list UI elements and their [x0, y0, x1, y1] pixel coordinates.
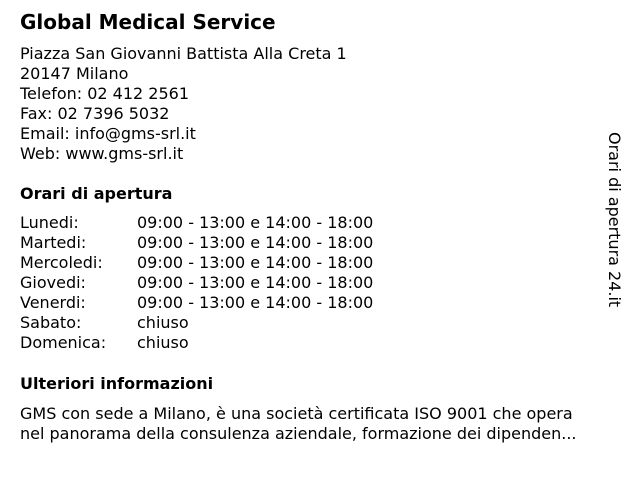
day-label: Mercoledi: [20, 253, 103, 272]
day-hours: chiuso [137, 313, 189, 332]
day-hours: 09:00 - 13:00 e 14:00 - 18:00 [137, 253, 374, 272]
day-label: Lunedi: [20, 213, 79, 232]
hours-row [20, 213, 373, 233]
day-label: Giovedi: [20, 273, 86, 292]
hours-row [20, 293, 373, 313]
day-label: Venerdi: [20, 293, 86, 312]
hours-row [20, 273, 373, 293]
business-name: Global Medical Service [20, 10, 276, 34]
fax-number: Fax: 02 7396 5032 [20, 104, 170, 123]
hours-row [20, 233, 373, 253]
website-address: Web: www.gms-srl.it [20, 144, 184, 163]
day-label: Domenica: [20, 333, 107, 352]
address-street: Piazza San Giovanni Battista Alla Creta 1 [20, 44, 347, 63]
day-label: Sabato: [20, 313, 82, 332]
description-line: nel panorama della consulenza aziendale, formazione dei dipenden... [20, 424, 577, 443]
description-line: GMS con sede a Milano, è una società certificata ISO 9001 che opera [20, 404, 573, 423]
description-text [20, 404, 628, 444]
additional-info-heading: Ulteriori informazioni [20, 374, 214, 393]
contact-block [20, 44, 347, 164]
opening-hours-heading: Orari di apertura [20, 184, 173, 203]
day-hours: 09:00 - 13:00 e 14:00 - 18:00 [137, 213, 374, 232]
day-hours: 09:00 - 13:00 e 14:00 - 18:00 [137, 293, 374, 312]
site-brand-vertical: Orari di apertura 24.it [605, 132, 624, 308]
day-hours: 09:00 - 13:00 e 14:00 - 18:00 [137, 233, 374, 252]
day-label: Martedi: [20, 233, 87, 252]
day-hours: chiuso [137, 333, 189, 352]
hours-row [20, 253, 373, 273]
address-city: 20147 Milano [20, 64, 129, 83]
phone-number: Telefon: 02 412 2561 [20, 84, 190, 103]
opening-hours-table [20, 213, 373, 353]
hours-row [20, 333, 373, 353]
hours-row [20, 313, 373, 333]
email-address: Email: info@gms-srl.it [20, 124, 196, 143]
day-hours: 09:00 - 13:00 e 14:00 - 18:00 [137, 273, 374, 292]
